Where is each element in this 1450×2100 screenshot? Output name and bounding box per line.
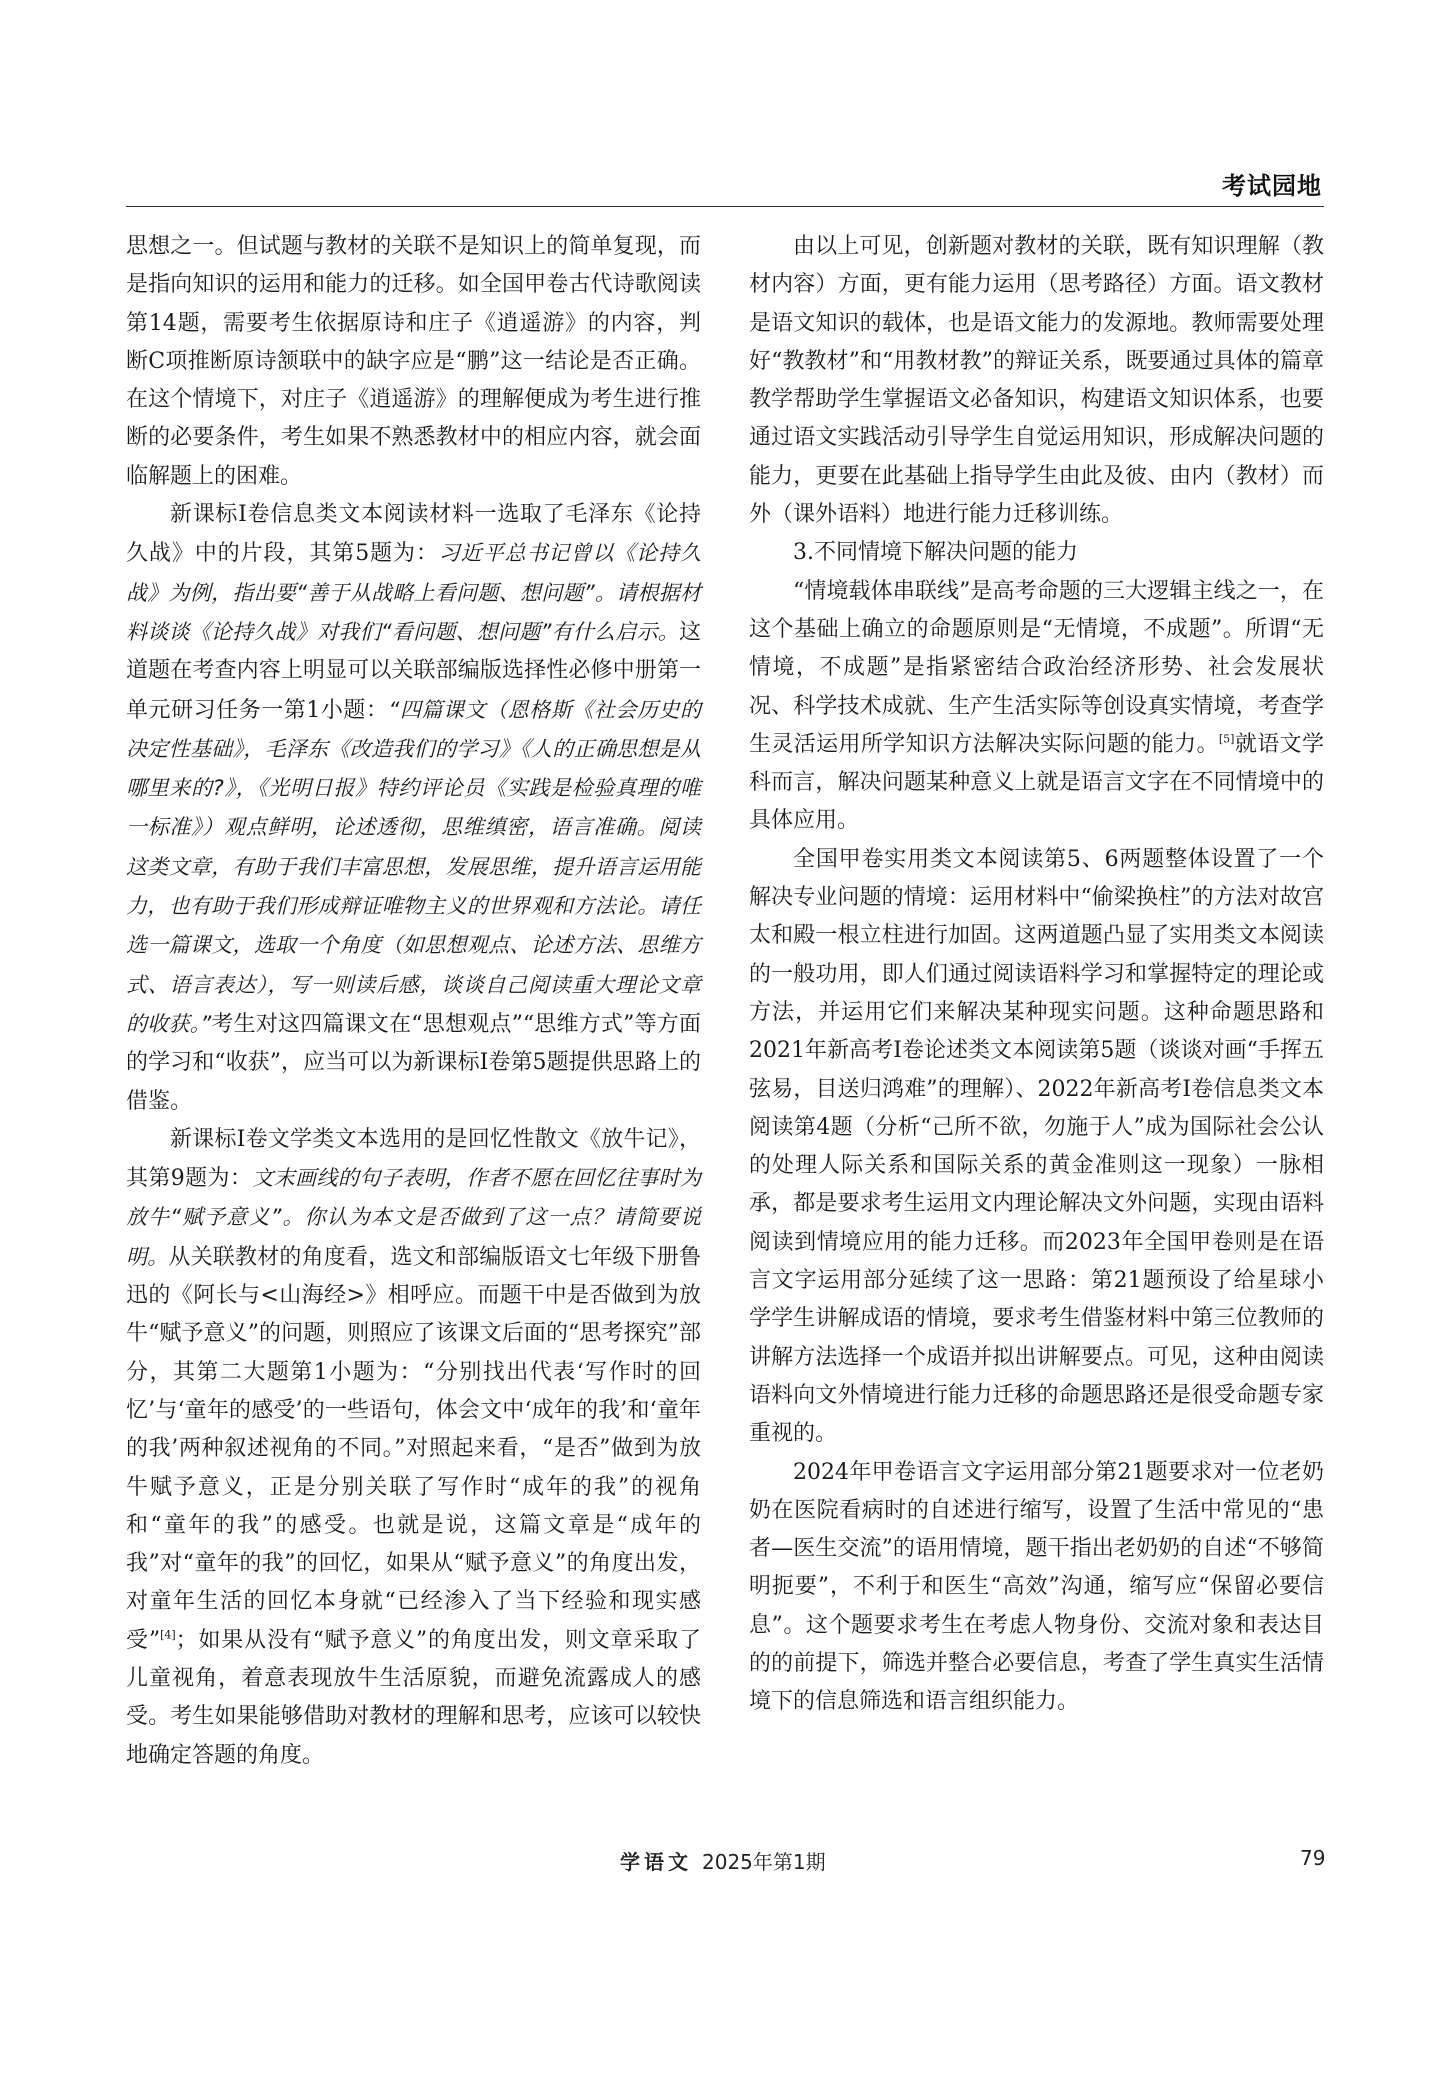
paragraph <box>126 1121 701 1775</box>
textbook-quote: “四篇课文（恩格斯《社会历史的决定性基础》，毛泽东《改造我们的学习》《人的正确思想是从哪里来的?》，《光明日报》特约评论员《实践是检验真理的唯一标准》）观点鲜明，论述透彻，思维缜密，语言准确。阅读这类文章，有助于我们丰富思想，发展思维，提升语言运用能力，也有助于我们形成辩证唯物主义的世界观和方法论。请任选一篇课文，选取一个角度（如思想观点、论述方法、思维方式、语言表达），写一则读后感，谈谈自己阅读重大理论文章的收获。” <box>126 697 701 1036</box>
body-text: 新课标Ⅰ卷信息类文本阅读材料一选取了毛泽东《论持久战》中的片段，其第5题为： <box>126 502 701 567</box>
section-title: 考试园地 <box>1222 172 1322 200</box>
citation-marker: [5] <box>1218 732 1235 746</box>
left-column <box>126 228 701 1775</box>
paragraph <box>749 573 1324 841</box>
paragraph: 思想之一。但试题与教材的关联不是知识上的简单复现，而是指向知识的运用和能力的迁移。如全国甲卷古代诗歌阅读第14题，需要考生依据原诗和庄子《逍遥游》的内容，判断C项推断原诗颔联中的缺字应是“鹏”这一结论是否正确。在这个情境下，对庄子《逍遥游》的理解便成为考生进行推断的必要条件，考生如果不熟悉教材中的相应内容，就会面临解题上的困难。 <box>126 234 701 489</box>
issue-label: 2025年第1期 <box>702 1850 826 1874</box>
journal-name: 学语文 <box>620 1850 692 1874</box>
page-number: 79 <box>1300 1846 1326 1870</box>
paragraph <box>126 496 701 1121</box>
body-text: 就语文学科而言，解决问题某种意义上就是语言文字在不同情境中的具体应用。 <box>749 731 1324 834</box>
body-text: 从关联教材的角度看，选文和部编版语文七年级下册鲁迅的《阿长与<山海经>》相呼应。而题干中是否做到为放牛“赋予意义”的问题，则照应了该课文后面的“思考探究”部分，其第二大题第1小题为：“分别找出代表‘写作时的回忆’与‘童年的感受’的一些语句，体会文中‘成年的我’和‘童年的我’两种叙述视角的不同。”对照起来看，“是否”做到为放牛赋予意义，正是分别关联了写作时“成年的我”的视角和“童年的我”的感受。也就是说，这篇文章是“成年的我”对“童年的我”的回忆，如果从“赋予意义”的角度出发，对童年生活的回忆本身就“已经渗入了当下经验和现实感受” <box>126 1244 701 1653</box>
paragraph: 全国甲卷实用类文本阅读第5、6两题整体设置了一个解决专业问题的情境：运用材料中“偷梁换柱”的方法对故宫太和殿一根立柱进行加固。这两道题凸显了实用类文本阅读的一般功用，即人们通过阅读语料学习和掌握特定的理论或方法，并运用它们来解决某种现实问题。这种命题思路和2021年新高考Ⅰ卷论述类文本阅读第5题（谈谈对画“手挥五弦易，目送归鸿难”的理解）、2022年新高考Ⅰ卷信息类文本阅读第4题（分析“己所不欲，勿施于人”成为国际社会公认的处理人际关系和国际关系的黄金准则这一现象）一脉相承，都是要求考生运用文内理论解决文外问题，实现由语料阅读到情境应用的能力迁移。而2023年全国甲卷则是在语言文字运用部分延续了这一思路：第21题预设了给星球小学学生讲解成语的情境，要求考生借鉴材料中第三位教师的讲解方法选择一个成语并拟出讲解要点。可见，这种由阅读语料向文外情境进行能力迁移的命题思路还是很受命题专家重视的。 <box>749 846 1324 1447</box>
question-quote: 习近平总书记曾以《论持久战》为例，指出要“善于从战略上看问题、想问题”。请根据材料谈谈《论持久战》对我们“看问题、想问题”有什么启示。 <box>126 541 702 644</box>
paragraph: 由以上可见，创新题对教材的关联，既有知识理解（教材内容）方面，更有能力运用（思考路径）方面。语文教材是语文知识的载体，也是语文能力的发源地。教师需要处理好“教教材”和“用教材教”的辩证关系，既要通过具体的篇章教学帮助学生掌握语文必备知识，构建语文知识体系，也要通过语文实践活动引导学生自觉运用知识，形成解决问题的能力，更要在此基础上指导学生由此及彼、由内（教材）而外（课外语料）地进行能力迁移训练。 <box>749 234 1324 528</box>
body-text: 新课标Ⅰ卷文学类文本选用的是回忆性散文《放牛记》，其第9题为： <box>126 1126 701 1192</box>
question-quote: 文末画线的句子表明，作者不愿在回忆往事时为放牛“赋予意义”。你认为本文是否做到了这一点？请简要说明。 <box>126 1166 702 1269</box>
right-column <box>749 228 1324 1722</box>
citation-marker: [4] <box>160 1628 176 1642</box>
section-heading: 3.不同情境下解决问题的能力 <box>793 540 1078 566</box>
body-text: 这道题在考查内容上明显可以关联部编版选择性必修中册第一单元研习任务一第1小题： <box>126 619 701 723</box>
header-rule <box>126 206 1324 207</box>
paragraph: 2024年甲卷语言文字运用部分第21题要求对一位老奶奶在医院看病时的自述进行缩写，设置了生活中常见的“患者—医生交流”的语用情境，题干指出老奶奶的自述“不够简明扼要”，不利于和医生“高效”沟通，缩写应“保留必要信息”。这个题要求考生在考虑人物身份、交流对象和表达目的的前提下，筛选并整合必要信息，考查了学生真实生活情境下的信息筛选和语言组织能力。 <box>749 1459 1324 1715</box>
body-text: “情境载体串联线”是高考命题的三大逻辑主线之一，在这个基础上确立的命题原则是“无情境，不成题”。所谓“无情境，不成题”是指紧密结合政治经济形势、社会发展状况、科学技术成就、生产生活实际等创设真实情境，考查学生灵活运用所学知识方法解决实际问题的能力。 <box>749 578 1324 757</box>
body-text: 考生对这四篇课文在“思想观点”“思维方式”等方面的学习和“收获”，应当可以为新课标Ⅰ卷第5题提供思路上的借鉴。 <box>126 1011 701 1114</box>
body-text: ；如果从没有“赋予意义”的角度出发，则文章采取了儿童视角，着意表现放牛生活原貌，而避免流露成人的感受。考生如果能够借助对教材的理解和思考，应该可以较快地确定答题的角度。 <box>126 1627 702 1768</box>
